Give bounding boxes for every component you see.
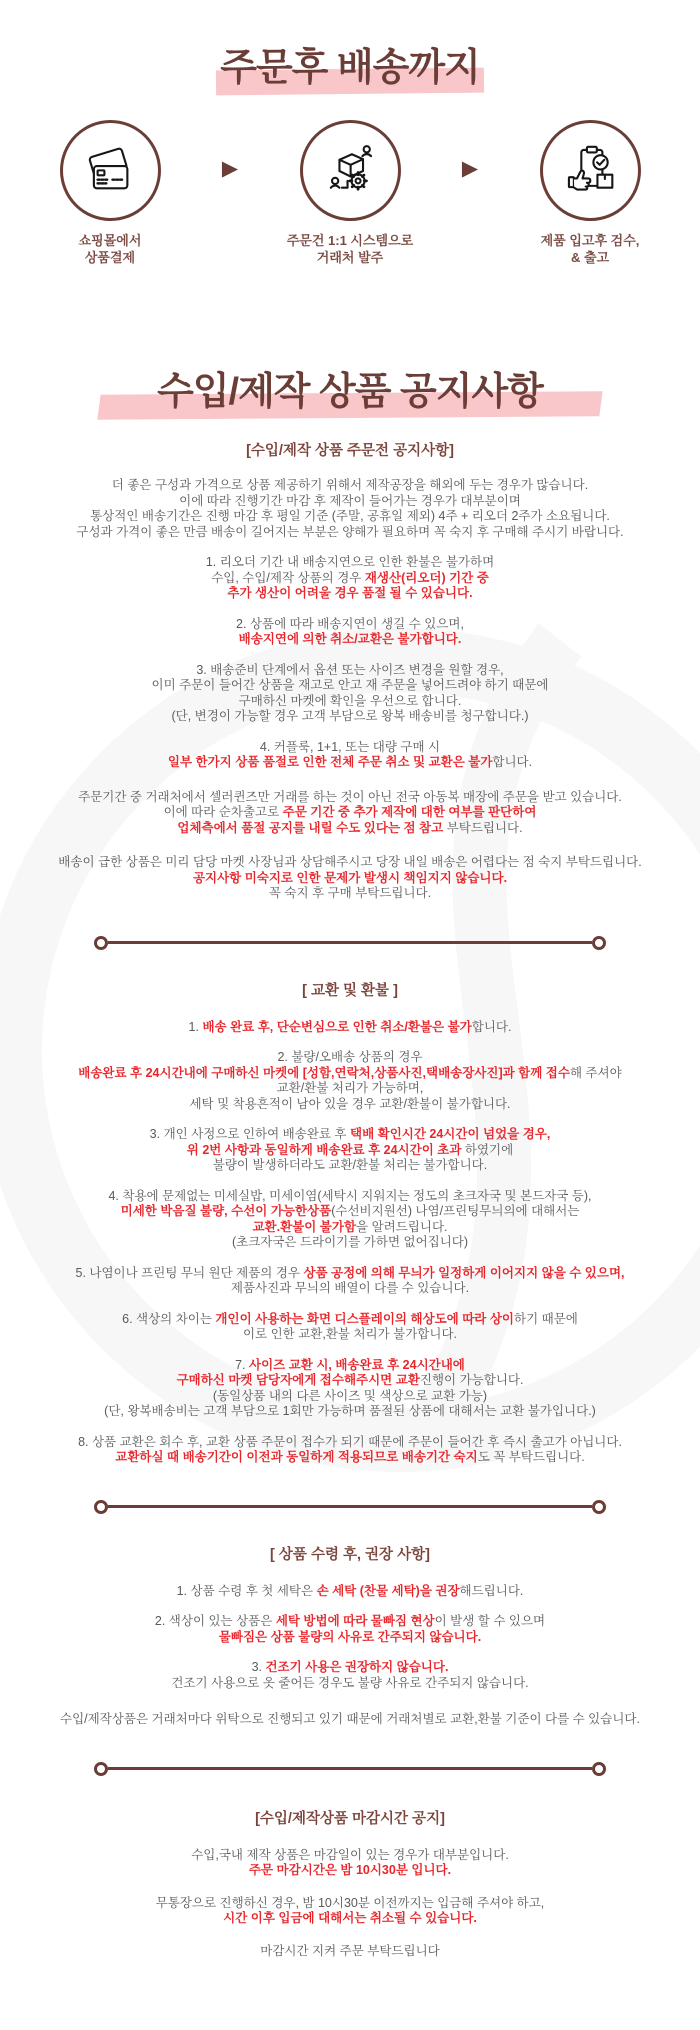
- body-text: 구매하신 마켓에 확인을 우선으로 합니다.: [238, 693, 462, 708]
- emphasis-text: 추가 생산이 어려울 경우 품절 될 수 있습니다.: [227, 586, 473, 600]
- label-line: 제품 입고후 검수,: [540, 233, 640, 248]
- section-header: [수입/제작 상품 주문전 공지사항]: [246, 443, 454, 459]
- emphasis-text: 교환하실 때 배송기간이 이전과 동일하게 적용되므로 배송기간 숙지: [115, 1450, 478, 1464]
- emphasis-text: 재생산(리오더) 기간 중: [364, 570, 489, 585]
- body-text: 수입, 수입/제작 상품의 경우: [211, 570, 365, 585]
- notice-content: [0, 442, 700, 1959]
- notice-paragraph: [0, 617, 700, 648]
- body-text: 1. 상품 수령 후 첫 세탁은: [176, 1583, 317, 1598]
- notice-paragraph: [0, 1435, 700, 1466]
- notice-paragraph: [0, 1312, 700, 1343]
- emphasis-text: 배송완료 후 24시간내에 구매하신 마켓에 [성함,연락처,상품사진,택배송장사진]과 함께 접수: [78, 1065, 570, 1080]
- notice-paragraph: [0, 1614, 700, 1645]
- notice-paragraph: [0, 1660, 700, 1691]
- page-title: 주문후 배송까지: [220, 47, 480, 89]
- process-step-order-system: [250, 120, 450, 266]
- emphasis-text: 손 세탁 (찬물 세탁)을 권장: [316, 1583, 460, 1598]
- emphasis-text: 배송지연에 의한 취소/교환은 불가합니다.: [238, 632, 462, 646]
- body-text: 3. 개인 사정으로 인하여 배송완료 후: [149, 1127, 350, 1141]
- section-header: [수입/제작상품 마감시간 공지]: [255, 1810, 445, 1827]
- body-text: 구성과 가격이 좋은 만큼 배송이 길어지는 부분은 양해가 필요하며 꼭 숙지 후 구매해 주시기 바랍니다.: [76, 524, 624, 539]
- process-step-label: [79, 232, 142, 266]
- emphasis-text: 미세한 박음질 불량, 수선이 가능한상품: [120, 1204, 332, 1218]
- body-text: 2. 색상이 있는 상품은: [154, 1614, 276, 1628]
- notice-paragraph: [0, 478, 700, 540]
- notice-paragraph: [0, 1189, 700, 1251]
- emphasis-text: 일부 한가지 상품 품절로 인한 전체 주문 취소 및 교환은 불가: [167, 755, 493, 769]
- body-text: 배송이 급한 상품은 미리 담당 마켓 사장님과 상담해주시고 당장 내일 배송은 어렵다는 점 숙지 부탁드립니다.: [58, 855, 642, 869]
- body-text: (동일상품 내의 다른 사이즈 및 색상으로 교환 가능): [212, 1388, 488, 1403]
- body-text: 이에 따라 진행기간 마감 후 제작이 들어가는 경우가 대부분이며: [179, 493, 521, 508]
- emphasis-text: 주문 마감시간은 밤 10시30분 입니다.: [248, 1863, 452, 1877]
- notice-paragraph: [0, 1944, 700, 1960]
- body-text: 꼭 숙지 후 구매 부탁드립니다.: [268, 886, 432, 900]
- body-text: 하기 때문에: [514, 1311, 578, 1326]
- ring-icon: [94, 1500, 108, 1514]
- emphasis-text: 배송 완료 후, 단순변심으로 인한 취소/환불은 불가: [202, 1019, 472, 1034]
- ring-icon: [94, 936, 108, 950]
- body-text: 주문기간 중 거래처에서 셀러퀸즈만 거래를 하는 것이 아닌 전국 아동복 매장에 주문을 받고 있습니다.: [78, 789, 622, 804]
- inspection-icon: [559, 140, 621, 202]
- order-process-flow: [0, 120, 700, 266]
- body-text: 부탁드립니다.: [446, 820, 523, 835]
- body-text: 2. 상품에 따라 배송지연이 생길 수 있으며,: [236, 616, 464, 631]
- notice-paragraph: [0, 855, 700, 902]
- order-system-icon: [319, 140, 381, 202]
- body-text: 3. 배송준비 단계에서 옵션 또는 사이즈 변경을 원할 경우,: [196, 662, 504, 677]
- notice-paragraph: [0, 663, 700, 725]
- body-text: 4. 커플룩, 1+1, 또는 대량 구매 시: [259, 739, 441, 754]
- body-text: 하였기에: [464, 1142, 514, 1157]
- body-text: (단, 변경이 가능할 경우 고객 부담으로 왕복 배송비를 청구합니다.): [171, 709, 529, 723]
- section-divider: [94, 1762, 606, 1776]
- label-line: 거래처 발주: [316, 250, 384, 265]
- notice-paragraph: [0, 1896, 700, 1927]
- body-text: 7.: [235, 1357, 250, 1372]
- body-text: (초크자국은 드라이기를 가하면 없어집니다): [231, 1235, 469, 1249]
- ring-icon: [592, 1762, 606, 1776]
- body-text: 해드립니다.: [459, 1583, 524, 1598]
- emphasis-text: 건조기 사용은 권장하지 않습니다.: [265, 1660, 449, 1674]
- process-step-inspection: [490, 120, 690, 266]
- emphasis-text: 구매하신 마켓 담당자에게 접수해주시면 교환: [176, 1373, 420, 1387]
- body-text: 8. 상품 교환은 회수 후, 교환 상품 주문이 접수가 되기 때문에 주문이 들어간 후 즉시 출고가 아닙니다.: [78, 1434, 622, 1449]
- credit-card-icon: [79, 140, 141, 202]
- body-text: 이에 따라 순차출고로: [163, 805, 283, 819]
- emphasis-text: 물빠짐은 상품 불량의 사유로 간주되지 않습니다.: [218, 1629, 482, 1644]
- body-text: 합니다.: [492, 755, 533, 769]
- body-text: 이로 인한 교환,환불 처리가 불가합니다.: [242, 1327, 458, 1341]
- label-line: 쇼핑몰에서: [78, 233, 142, 248]
- body-text: 무통장으로 진행하신 경우, 밤 10시30분 이전까지는 입금해 주셔야 하고,: [155, 1895, 545, 1910]
- notice-paragraph: [0, 1050, 700, 1112]
- emphasis-text: 세탁 방법에 따라 물빠짐 현상: [275, 1614, 435, 1628]
- body-text: 3.: [251, 1660, 266, 1674]
- body-text: 통상적인 배송기간은 진행 마감 후 평일 기준 (주말, 공휴일 제외) 4주 + 리오더 2주가 소요됩니다.: [90, 509, 610, 523]
- step-circle: [540, 120, 641, 221]
- notice-paragraph: [0, 1584, 700, 1600]
- body-text: (단, 왕복배송비는 고객 부담으로 1회만 가능하며 품절된 상품에 대해서는 교환 불가입니다.): [104, 1404, 596, 1418]
- notice-header: [0, 370, 700, 414]
- notice-paragraph: [0, 790, 700, 837]
- label-line: 주문건 1:1 시스템으로: [286, 233, 414, 248]
- body-text: 더 좋은 구성과 가격으로 상품 제공하기 위해서 제작공장을 해외에 두는 경우가 많습니다.: [111, 478, 589, 492]
- emphasis-text: 주문 기간 중 추가 제작에 대한 여부를 판단하여: [282, 805, 537, 819]
- label-line: 상품결제: [84, 250, 136, 265]
- process-step-label: [287, 232, 413, 266]
- divider-line: [108, 1767, 592, 1770]
- notice-paragraph: [0, 1848, 700, 1879]
- notice-paragraph: [0, 1127, 700, 1174]
- body-text: 진행이 가능합니다.: [419, 1373, 524, 1387]
- body-text: 6. 색상의 차이는: [122, 1311, 216, 1326]
- body-text: 건조기 사용으로 옷 줄어든 경우도 불량 사유로 간주되지 않습니다.: [171, 1675, 529, 1690]
- body-text: 수입,국내 제작 상품은 마감일이 있는 경우가 대부분입니다.: [191, 1847, 509, 1862]
- body-text: 제품사진과 무늬의 배열이 다를 수 있습니다.: [230, 1281, 470, 1295]
- body-text: 1.: [188, 1019, 203, 1034]
- body-text: 4. 착용에 문제없는 미세실밥, 미세이염(세탁시 지워지는 정도의 초크자국 및 본드자국 등),: [108, 1188, 592, 1203]
- notice-paragraph: [0, 1266, 700, 1297]
- process-step-payment: [10, 120, 210, 266]
- emphasis-text: 시간 이후 입금에 대해서는 취소될 수 있습니다.: [223, 1911, 477, 1925]
- body-text: 5. 나염이나 프린팅 무늬 원단 제품의 경우: [75, 1265, 304, 1280]
- section-header: [ 교환 및 환불 ]: [302, 982, 398, 999]
- notice-paragraph: [0, 1712, 700, 1728]
- notice-paragraph: [0, 1020, 700, 1036]
- emphasis-text: 교환.환불이 불가함: [252, 1219, 357, 1234]
- body-text: (수선비지원선) 나염/프린팅무늬의에 대해서는: [331, 1204, 580, 1218]
- body-text: 2. 불량/오배송 상품의 경우: [277, 1050, 423, 1064]
- body-text: 수입/제작상품은 거래처마다 위탁으로 진행되고 있기 때문에 거래처별로 교환,환불 기준이 다를 수 있습니다.: [60, 1712, 640, 1726]
- divider-line: [108, 941, 592, 944]
- body-text: 세탁 및 착용흔적이 남아 있을 경우 교환/환불이 불가합니다.: [189, 1096, 511, 1111]
- ring-icon: [592, 936, 606, 950]
- emphasis-text: 업체측에서 품절 공지를 내릴 수도 있다는 점 참고: [177, 820, 447, 835]
- section-divider: [94, 936, 606, 950]
- body-text: 합니다.: [471, 1019, 512, 1034]
- page-header: [0, 0, 700, 90]
- ring-icon: [94, 1762, 108, 1776]
- notice-title: 수입/제작 상품 공지사항: [157, 371, 543, 413]
- body-text: 이 발생 할 수 있으며: [434, 1614, 546, 1628]
- emphasis-text: 상품 공정에 의해 무늬가 일정하게 이어지지 않을 수 있으며,: [303, 1265, 625, 1280]
- step-circle: [60, 120, 161, 221]
- section-divider: [94, 1500, 606, 1514]
- divider-line: [108, 1505, 592, 1508]
- body-text: 교환/환불 처리가 가능하며,: [276, 1081, 424, 1095]
- notice-paragraph: [0, 740, 700, 771]
- body-text: 불량이 발생하더라도 교환/환불 처리는 불가합니다.: [212, 1158, 488, 1172]
- arrow-right-icon: ▶: [461, 157, 479, 180]
- notice-paragraph: [0, 555, 700, 602]
- emphasis-text: 공지사항 미숙지로 인한 문제가 발생시 책임지지 않습니다.: [192, 870, 508, 885]
- notice-paragraph: [0, 1358, 700, 1420]
- emphasis-text: 사이즈 교환 시, 배송완료 후 24시간내에: [249, 1357, 465, 1372]
- step-circle: [300, 120, 401, 221]
- body-text: 해 주셔야: [569, 1065, 622, 1080]
- body-text: 이미 주문이 들어간 상품을 재고로 안고 재 주문을 넣어드려야 하기 때문에: [151, 678, 549, 692]
- emphasis-text: 택배 확인시간 24시간이 넘었을 경우,: [350, 1127, 551, 1141]
- arrow-right-icon: ▶: [221, 157, 239, 180]
- emphasis-text: 개인이 사용하는 화면 디스플레이의 해상도에 따라 상이: [215, 1311, 514, 1326]
- emphasis-text: 위 2번 사항과 동일하게 배송완료 후 24시간이 초과: [186, 1142, 465, 1157]
- process-step-label: [541, 232, 640, 266]
- section-header: [ 상품 수령 후, 권장 사항]: [270, 1546, 430, 1563]
- ring-icon: [592, 1500, 606, 1514]
- body-text: 을 알려드립니다.: [356, 1219, 448, 1234]
- body-text: 1. 리오더 기간 내 배송지연으로 인한 환불은 불가하며: [205, 555, 495, 569]
- body-text: 마감시간 지켜 주문 부탁드립니다: [260, 1943, 440, 1958]
- label-line: & 출고: [570, 250, 610, 265]
- body-text: 도 꼭 부탁드립니다.: [477, 1450, 585, 1464]
